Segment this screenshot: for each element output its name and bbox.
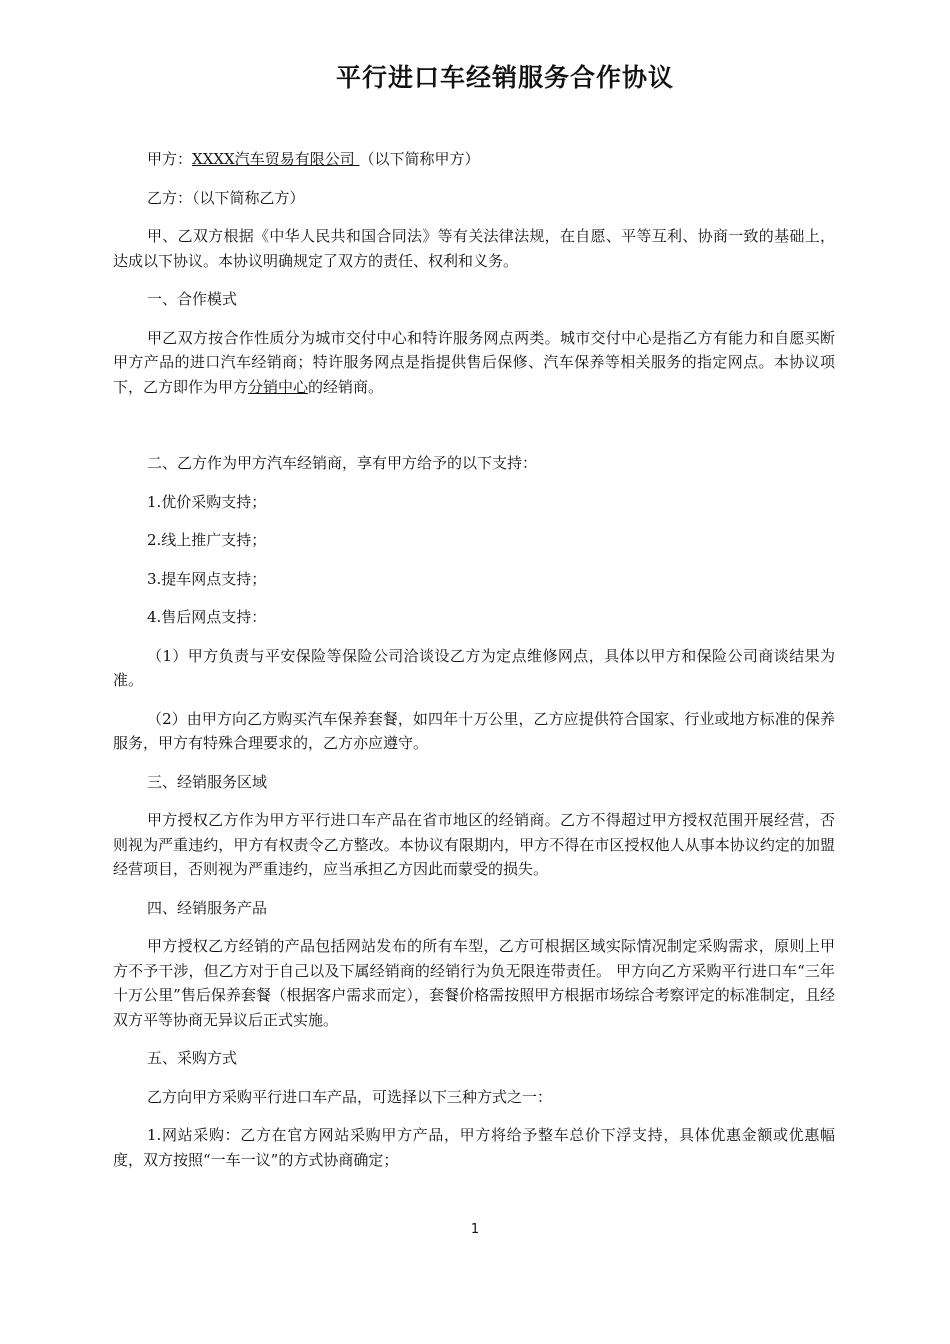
section5-item-1: 1.网站采购：乙方在官方网站采购甲方产品，甲方将给予整车总价下浮支持，具体优惠金额或优惠幅度，双方按照“一车一议”的方式协商确定； bbox=[113, 1126, 835, 1169]
section2-item-3: 3.提车网点支持； bbox=[147, 569, 267, 588]
section3-heading: 三、经销服务区域 bbox=[147, 772, 268, 791]
party-a-prefix: 甲方： bbox=[147, 150, 193, 168]
blank-gap bbox=[113, 413, 835, 451]
intro-paragraph: 甲、乙双方根据《中华人民共和国合同法》等有关法律法规，在自愿、平等互利、协商一致的基础上，达成以下协议。本协议明确规定了双方的责任、权利和义务。 bbox=[113, 227, 835, 270]
section1-text-before: 甲乙双方按合作性质分为城市交付中心和特许服务网点两类。城市交付中心是指乙方有能力和自愿买断甲方产品的进口汽车经销商；特许服务网点是指提供售后保修、汽车保养等相关服务的指定网点。本协议项下，乙方即作为甲方 bbox=[113, 328, 835, 396]
section2-item-4: 4.售后网点支持： bbox=[147, 608, 267, 626]
party-a-name: XXXX汽车贸易有限公司 bbox=[192, 150, 360, 168]
section4-heading: 四、经销服务产品 bbox=[147, 898, 268, 917]
document-title: 平行进口车经销服务合作协议 bbox=[335, 63, 674, 92]
section2-item-2: 2.线上推广支持； bbox=[147, 531, 267, 549]
party-a-suffix: （以下简称甲方） bbox=[359, 150, 480, 168]
section4-paragraph: 甲方授权乙方经销的产品包括网站发布的所有车型，乙方可根据区域实际情况制定采购需求，原则上甲方不予干涉，但乙方对于自己以及下属经销商的经销行为负无限连带责任。 甲方向乙方采购平行进口车“三年十万公里”售后保养套餐（根据客户需求而定），套餐价格需按照甲方根据市场综合考察评定的标准制定，且经双方平等协商无异议后正式实施。 bbox=[113, 937, 835, 1029]
section5-lead: 乙方向甲方采购平行进口车产品，可选择以下三种方式之一： bbox=[147, 1087, 553, 1106]
section5-heading: 五、采购方式 bbox=[147, 1049, 238, 1067]
section1-text-after: 的经销商。 bbox=[308, 377, 384, 396]
section3-paragraph: 甲方授权乙方作为甲方平行进口车产品在省市地区的经销商。乙方不得超过甲方授权范围开展经营，否则视为严重违约，甲方有权责令乙方整改。本协议有限期内，甲方不得在市区授权他人从事本协议约定的加盟经营项目，否则视为严重违约，应当承担乙方因此而蒙受的损失。 bbox=[113, 811, 835, 878]
document-body bbox=[113, 147, 835, 1186]
section2-sub-2: （2）由甲方向乙方购买汽车保养套餐，如四年十万公里，乙方应提供符合国家、行业或地方标准的保养服务，甲方有特殊合理要求的，乙方亦应遵守。 bbox=[113, 709, 835, 752]
party-b-line: 乙方：（以下简称乙方） bbox=[147, 188, 305, 207]
section1-heading: 一、合作模式 bbox=[147, 290, 238, 308]
section2-sub-1: （1）甲方负责与平安保险等保险公司洽谈设乙方为定点维修网点，具体以甲方和保险公司商谈结果为准。 bbox=[113, 646, 835, 689]
section1-paragraph bbox=[113, 326, 835, 400]
party-a-line bbox=[113, 147, 835, 172]
section1-text-underlined: 分销中心 bbox=[248, 377, 309, 396]
section2-heading: 二、乙方作为甲方汽车经销商，享有甲方给予的以下支持： bbox=[147, 454, 538, 472]
page-number: 1 bbox=[470, 1222, 480, 1237]
section2-item-1: 1.优价采购支持； bbox=[147, 492, 267, 511]
